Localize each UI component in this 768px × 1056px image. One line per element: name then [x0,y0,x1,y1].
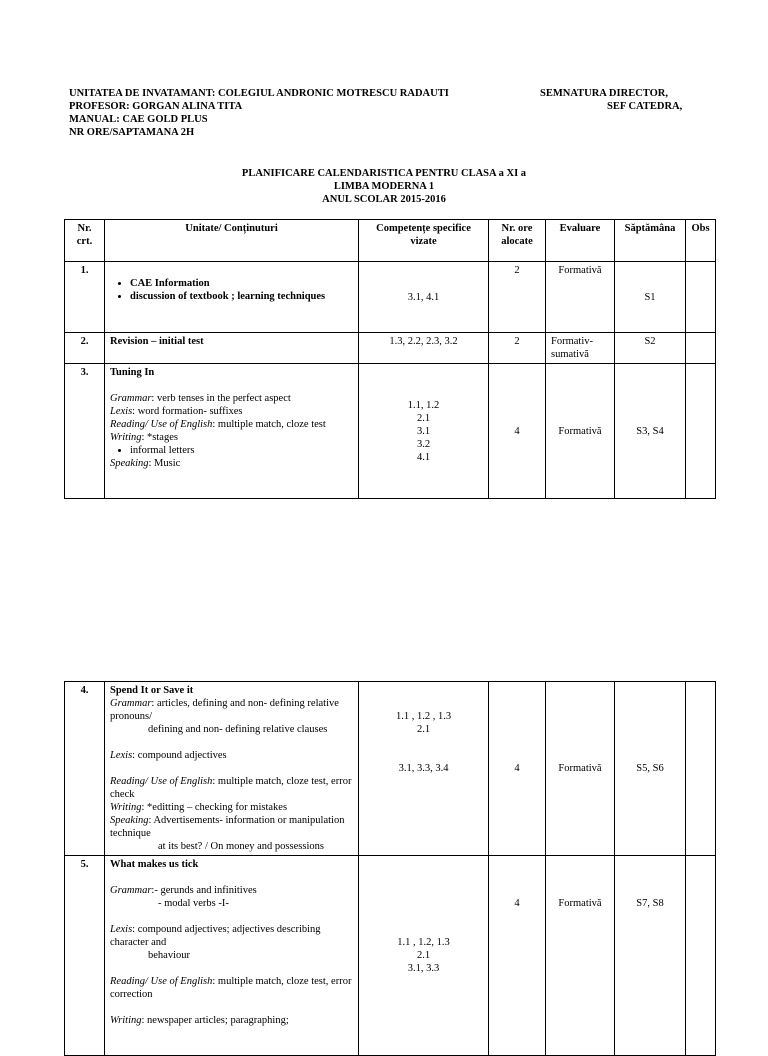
competence: 3.1, 3.3 [407,963,440,974]
grammar-text: : verb tenses in the perfect aspect [151,393,291,404]
speaking-text: : Advertisements- information or manipulation technique [110,815,345,839]
week-value: S7, S8 [636,898,664,909]
planning-table-1 [64,219,716,499]
col-header-hours: Nr. ore alocate [489,220,546,262]
row-hours: 4 [489,364,546,499]
row-number: 2. [65,333,105,364]
competence: 3.1 [416,425,431,437]
row-content: Revision – initial test [105,333,359,364]
competence: 2.1 [416,950,431,961]
speaking-label: Speaking [110,458,149,469]
list-item: • CAE Information [130,277,353,290]
school-name: UNITATEA DE INVATAMANT: COLEGIUL ANDRONIC MOTRESCU RADAUTI [69,88,449,99]
grammar-text: : articles, defining and non- defining relative pronouns/ [110,698,339,722]
row-number: 5. [65,856,105,1056]
row-obs [686,682,716,856]
row-obs [686,364,716,499]
unit-title: Tuning In [110,367,155,378]
row-week: S3, S4 [615,364,686,499]
row-hours [489,856,546,1056]
reading-text: : multiple match, cloze test, error correction [110,976,352,1000]
col-header-nr: Nr. crt. [65,220,105,262]
table-header-row [65,220,716,262]
writing-label: Writing [110,802,142,813]
row-hours: 2 [489,333,546,364]
competence: 1.1, 1.2 [407,399,440,411]
reading-label: Reading/ Use of English [110,976,213,987]
speaking-label: Speaking [110,815,149,826]
director-signature-label: SEMNATURA DIRECTOR, [540,88,668,99]
table-row [65,262,716,333]
document-title: PLANIFICARE CALENDARISTICA PENTRU CLASA a XI a [241,168,527,179]
row-number: 1. [65,262,105,333]
row-evaluation [546,856,615,1056]
speaking-text: : Music [148,458,181,469]
row-content [105,262,359,333]
competence: 1.1 , 1.2 , 1.3 [395,711,452,722]
table-row [65,364,716,499]
col-header-obs: Obs [686,220,716,262]
writing-label: Writing [110,1015,142,1026]
row-competences [359,682,489,856]
hours-value: 4 [514,898,520,909]
row-hours: 2 [489,262,546,333]
school-year: ANUL SCOLAR 2015-2016 [322,194,446,205]
grammar-text-2: defining and non- defining relative clauses [148,724,328,735]
manual-name: MANUAL: CAE GOLD PLUS [69,114,208,125]
table-row [65,333,716,364]
row-content [105,364,359,499]
row-week: S1 [615,262,686,333]
lexis-text-2: behaviour [148,950,190,961]
row-obs [686,856,716,1056]
writing-label: Writing [110,432,142,443]
lexis-label: Lexis [110,750,133,761]
row-week [615,856,686,1056]
table-row [65,682,716,856]
grammar-label: Grammar [110,698,152,709]
evaluation-value: Formativă [558,898,602,909]
row-obs [686,333,716,364]
lexis-label: Lexis [110,406,133,417]
writing-text: : *stages [141,432,178,443]
grammar-text: :- gerunds and infinitives [151,885,257,896]
col-header-evaluation: Evaluare [546,220,615,262]
row-competences [359,364,489,499]
lexis-text: : word formation- suffixes [132,406,243,417]
row-obs [686,262,716,333]
row-competences: 3.1, 4.1 [359,262,489,333]
competence: 4.1 [416,451,431,463]
writing-text: : newspaper articles; paragraphing; [141,1015,289,1026]
lexis-text: : compound adjectives [132,750,227,761]
writing-text: : *editting – checking for mistakes [141,802,288,813]
unit-title: Spend It or Save it [110,685,194,696]
document-subtitle: LIMBA MODERNA 1 [333,181,435,192]
col-header-week: Săptămâna [615,220,686,262]
reading-label: Reading/ Use of English [110,419,213,430]
competence: 3.1, 3.3, 3.4 [398,763,449,774]
competence: 2.1 [416,412,431,424]
competence: 2.1 [416,724,431,735]
competence: 1.1 , 1.2, 1.3 [397,937,450,948]
speaking-text-2: at its best? / On money and possessions [158,841,324,852]
row-week: S2 [615,333,686,364]
list-item: • informal letters [130,444,353,457]
lexis-label: Lexis [110,924,133,935]
row-hours: 4 [489,682,546,856]
grammar-label: Grammar [110,393,152,404]
teacher-name: PROFESOR: GORGAN ALINA TITA [69,101,243,112]
table-row [65,856,716,1056]
grammar-text-2: - modal verbs -I- [158,898,229,909]
row-evaluation: Formativ-sumativă [546,333,615,364]
row-competences: 1.3, 2.2, 2.3, 3.2 [359,333,489,364]
reading-text: : multiple match, cloze test [212,419,326,430]
unit-title: What makes us tick [110,859,199,870]
row-evaluation: Formativă [546,262,615,333]
grammar-label: Grammar [110,885,152,896]
row-week: S5, S6 [615,682,686,856]
col-header-competences: Competențe specifice vizate [359,220,489,262]
row-competences [359,856,489,1056]
row-evaluation: Formativă [546,364,615,499]
row-evaluation: Formativă [546,682,615,856]
col-header-unit: Unitate/ Conținuturi [105,220,359,262]
row-number: 4. [65,682,105,856]
list-item: • discussion of textbook ; learning techniques [130,290,353,303]
department-head-label: SEF CATEDRA, [607,101,683,112]
row-content [105,856,359,1056]
reading-text: : multiple match, cloze test, error check [110,776,352,800]
row-number: 3. [65,364,105,499]
reading-label: Reading/ Use of English [110,776,213,787]
lexis-text: : compound adjectives; adjectives describing character and [110,924,321,948]
planning-table-2 [64,681,716,1056]
hours-per-week: NR ORE/SAPTAMANA 2H [69,127,195,138]
row-content [105,682,359,856]
competence: 3.2 [416,438,431,450]
